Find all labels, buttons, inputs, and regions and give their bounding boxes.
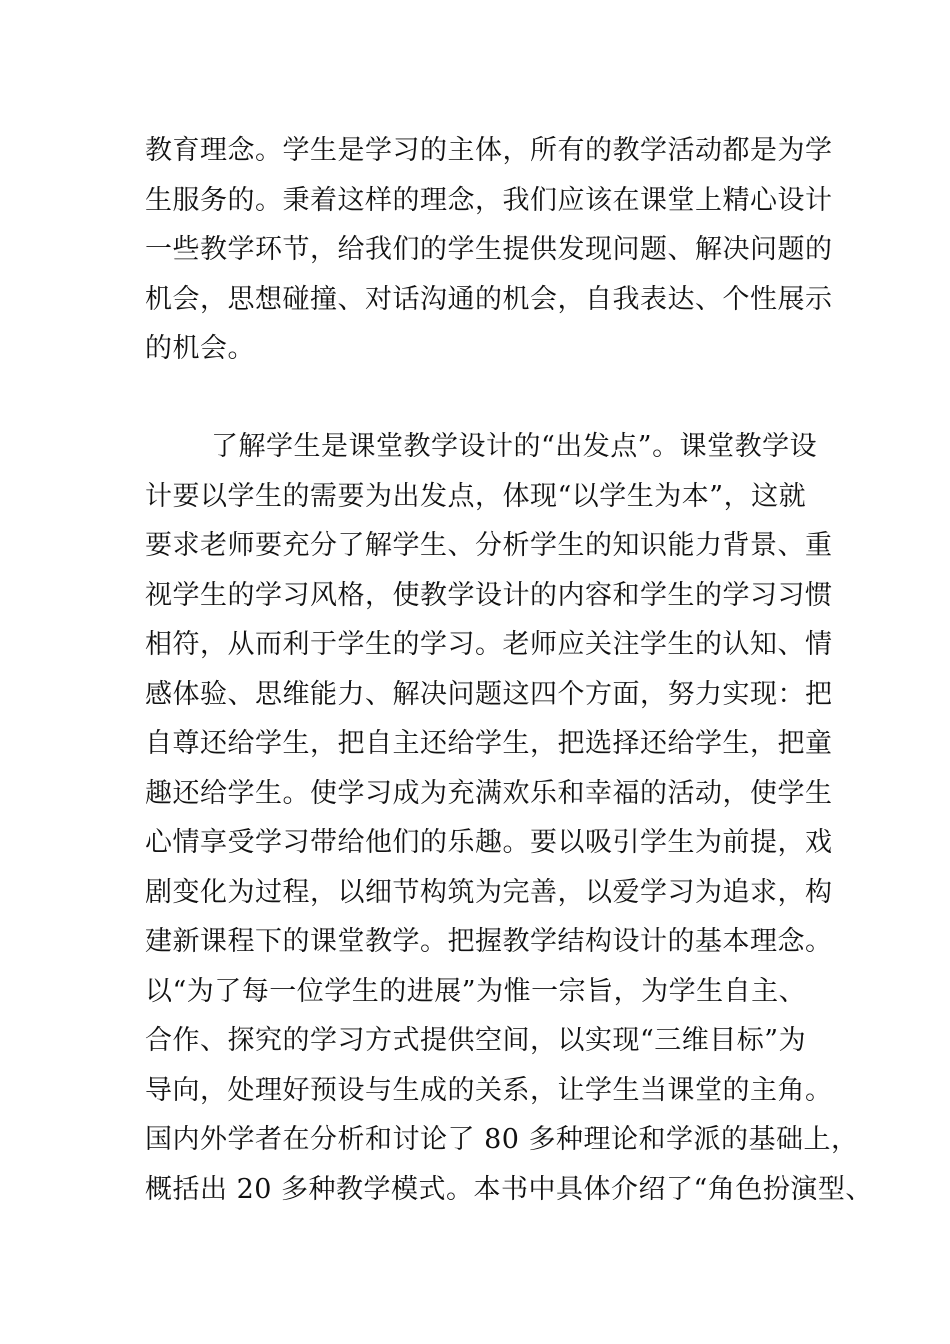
text-line: 心情享受学习带给他们的乐趣。要以吸引学生为前提，戏 xyxy=(145,827,833,858)
text-line: 合作、探究的学习方式提供空间，以实现“三维目标”为 xyxy=(145,1025,807,1056)
text-line: 一些教学环节，给我们的学生提供发现问题、解决问题的 xyxy=(145,234,833,265)
text-line: 相符，从而利于学生的学习。老师应关注学生的认知、情 xyxy=(145,629,833,660)
paragraph-1 xyxy=(145,126,945,374)
text-line: 国内外学者在分析和讨论了 80 多种理论和学派的基础上， xyxy=(145,1124,859,1155)
text-line: 趣还给学生。使学习成为充满欢乐和幸福的活动，使学生 xyxy=(145,777,833,809)
text-line: 计要以学生的需要为出发点，体现“以学生为本”，这就 xyxy=(145,480,807,512)
text-line: 建新课程下的课堂教学。把握教学结构设计的基本理念。 xyxy=(145,926,833,957)
text-line: 导向，处理好预设与生成的关系，让学生当课堂的主角。 xyxy=(145,1074,833,1106)
text-line: 要求老师要充分了解学生、分析学生的知识能力背景、重 xyxy=(145,530,833,561)
text-line: 教育理念。学生是学习的主体，所有的教学活动都是为学 xyxy=(145,135,833,166)
paragraph-2 xyxy=(145,422,945,1214)
text-line-indented: 了解学生是课堂教学设计的“出发点”。课堂教学设 xyxy=(211,431,818,462)
text-line: 以“为了每一位学生的进展”为惟一宗旨，为学生自主、 xyxy=(145,975,807,1007)
text-line: 机会，思想碰撞、对话沟通的机会，自我表达、个性展示 xyxy=(145,283,833,315)
text-line: 剧变化为过程，以细节构筑为完善，以爱学习为追求，构 xyxy=(145,876,833,908)
text-line: 的机会。 xyxy=(145,333,255,364)
text-line: 感体验、思维能力、解决问题这四个方面，努力实现：把 xyxy=(145,678,833,710)
text-line: 概括出 20 多种教学模式。本书中具体介绍了“角色扮演型、 xyxy=(145,1173,873,1205)
text-line: 自尊还给学生，把自主还给学生，把选择还给学生，把童 xyxy=(145,728,833,759)
text-line: 视学生的学习风格，使教学设计的内容和学生的学习习惯 xyxy=(145,579,833,611)
text-line: 生服务的。秉着这样的理念，我们应该在课堂上精心设计 xyxy=(145,184,833,216)
